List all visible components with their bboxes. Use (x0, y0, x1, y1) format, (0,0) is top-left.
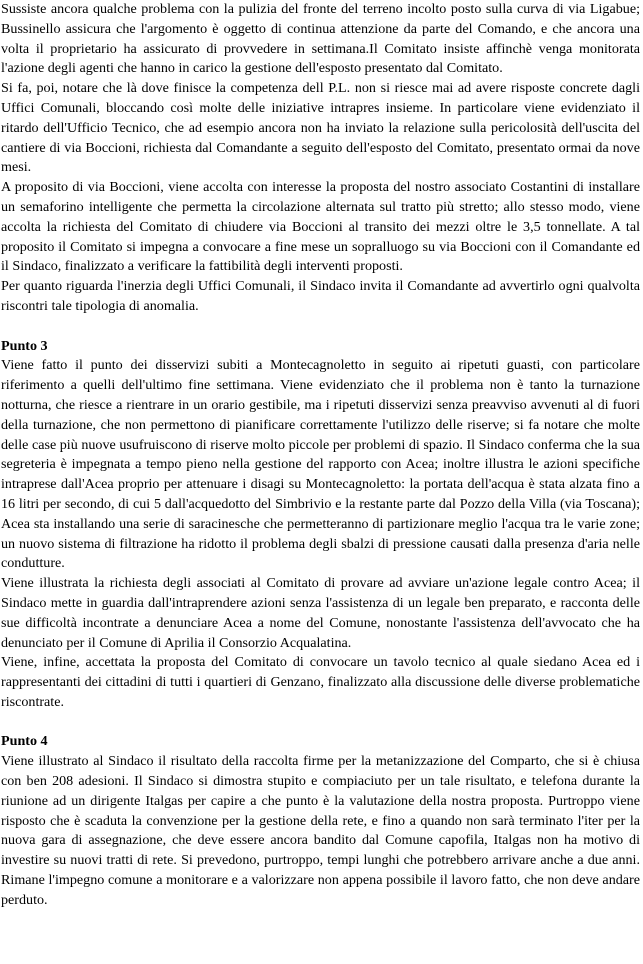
paragraph: Viene fatto il punto dei disservizi subiti a Montecagnoletto in seguito ai ripetuti guasti, con particolare riferimento a quelli dell'ultimo fine settimana. Viene evidenziato che il problema non è tanto la turnazione notturna, che riesce a rientrare in un orario gestibile, ma i ripetuti disservizi senza preavviso avvenuti al di fuori della turnazione, che non permettono di pianificare correttamente l'utilizzo delle riserve; si fa notare che molte delle case più nuove usufruiscono di riserve molto piccole per problemi di spazio. Il Sindaco conferma che la sua segreteria è impegnata a tempo pieno nella gestione del rapporto con Acea; inoltre illustra le azioni specifiche intraprese dall'Acea proprio per attenuare i disagi su Montecagnoletto: la portata dell'acqua è stata alzata fino a 16 litri per secondo, di cui 5 dall'acquedotto del Simbrivio e la restante parte dal Pozzo della Villa (via Toscana); Acea sta installando una serie di saracinesche che permetteranno di partizionare meglio l'acqua tra le varie zone; un nuovo sistema di filtrazione ha ridotto il problema degli sbalzi di pressione causati dalla presenza d'aria nelle condutture. (1, 357, 640, 572)
document-body (1, 0, 640, 911)
section-heading-punto-3: Punto 3 (1, 337, 48, 354)
section-heading-punto-4: Punto 4 (1, 733, 48, 750)
paragraph: Per quanto riguarda l'inerzia degli Uffici Comunali, il Sindaco invita il Comandante ad avvertirlo ogni qualvolta riscontri tale tipologia di anomalia. (1, 278, 640, 314)
paragraph: Viene illustrata la richiesta degli associati al Comitato di provare ad avviare un'azione legale contro Acea; il Sindaco mette in guardia dall'intraprendere azioni senza l'assistenza di un legale ben preparato, e racconta delle sue difficoltà incontrate a denunciare Acea a nome del Comune, nonostante l'assistenza dell'avvocato che ha denunciato per il Comune di Aprilia il Consorzio Acqualatina. (1, 575, 640, 651)
paragraph: A proposito di via Boccioni, viene accolta con interesse la proposta del nostro associato Costantini di installare un semaforino intelligente che permetta la circolazione alternata sul tratto più stretto; allo stesso modo, viene accolta la richiesta del Comitato di chiudere via Boccioni al transito dei mezzi oltre le 3,5 tonnellate. A tal proposito il Comitato si impegna a convocare a fine mese un sopralluogo su via Boccioni con il Comandante ed il Sindaco, finalizzato a verificare la fattibilità degli interventi proposti. (1, 179, 640, 275)
paragraph: Viene illustrato al Sindaco il risultato della raccolta firme per la metanizzazione del Comparto, che si è chiusa con ben 208 adesioni. Il Sindaco si dimostra stupito e compiaciuto per un tale risultato, e telefona durante la riunione ad un dirigente Italgas per capire a che punto è la valutazione della nostra proposta. Purtroppo viene risposto che è scaduta la convenzione per la gestione della rete, e fino a quando non sarà terminato l'iter per la nuova gara di assegnazione, che deve essere ancora bandito dal Comune capofila, Italgas non ha motivo di investire su nuovi tratti di rete. Si prevedono, purtroppo, tempi lunghi che potrebbero arrivare anche a due anni. Rimane l'impegno comune a monitorare e a valorizzare non appena possibile il lavoro fatto, che non deve andare perduto. (1, 753, 640, 908)
paragraph: Viene, infine, accettata la proposta del Comitato di convocare un tavolo tecnico al quale siedano Acea ed i rappresentanti dei cittadini di tutti i quartieri di Genzano, finalizzato alla discussione delle diverse problematiche riscontrate. (1, 654, 640, 710)
paragraph: Sussiste ancora qualche problema con la pulizia del fronte del terreno incolto posto sulla curva di via Ligabue; Bussinello assicura che l'argomento è oggetto di continua attenzione da parte del Comando, e che ancora una volta il proprietario ha assicurato di provvedere in settimana.Il Comitato insiste affinchè venga monitorata l'azione degli agenti che hanno in carico la gestione dell'esposto presentato dal Comitato. (1, 1, 640, 77)
spacer (1, 317, 640, 337)
spacer (1, 713, 640, 733)
paragraph: Si fa, poi, notare che là dove finisce la competenza dell P.L. non si riesce mai ad avere risposte concrete dagli Uffici Comunali, bloccando così molte delle iniziative intrapres insieme. In particolare viene evidenziato il ritardo dell'Ufficio Tecnico, che ad esempio ancora non ha inviato la relazione sulla pericolosità dell'uscita del cantiere di via Boccioni, richiesta dal Comandante a seguito dell'esposto del Comitato, presentato ormai da nove mesi. (1, 80, 640, 176)
